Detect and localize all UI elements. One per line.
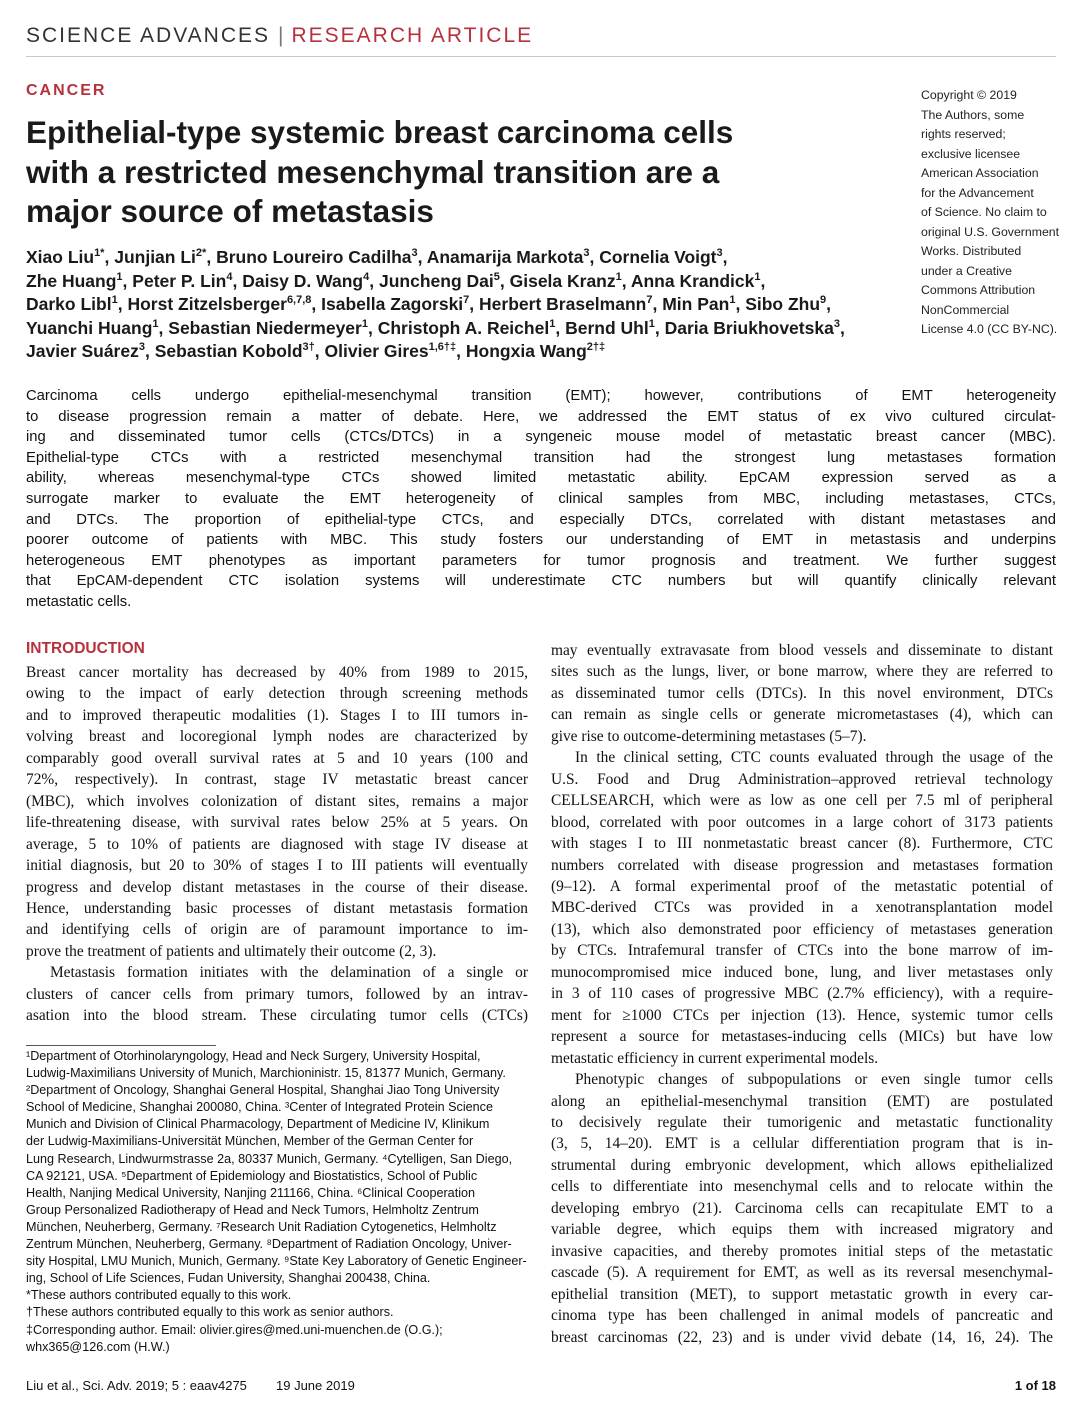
body-line: invasive capacities, and thereby promotes initial steps of the metastatic	[551, 1242, 1053, 1260]
body-line: Phenotypic changes of subpopulations or even single tumor cells	[575, 1071, 1053, 1089]
body-line: Hence, understanding basic processes of distant metastasis formation	[26, 899, 528, 917]
body-line: and to improved therapeutic modalities (1). Stages I to III tumors in-	[26, 706, 528, 724]
author: Anamarija Markota$^3$,	[426, 247, 595, 267]
copyright-line: for the Advancement	[921, 185, 1034, 200]
author: Min Pan$^1$,	[662, 294, 741, 314]
affiliation-line: School of Medicine, Shanghai 200080, China. ³Center of Integrated Protein Science	[26, 1100, 493, 1115]
abstract-line: Epithelial-type CTCs with a restricted mesenchymal transition had the strongest lung metastases formation	[26, 449, 1056, 466]
body-line: 72%, respectively). In contrast, stage IV metastatic breast cancer	[26, 771, 528, 789]
body-line: can remain as single cells or generate micrometastases (4), which can	[551, 706, 1053, 724]
left-column-text	[26, 662, 528, 1027]
body-line: cinoma type has been challenged in animal models of pancreatic and	[551, 1307, 1053, 1325]
author: Sibo Zhu$^9$,	[745, 294, 832, 314]
body-line: cells to differentiate into mesenchymal cells and to relocate within the	[551, 1178, 1053, 1196]
affiliation-line: Group Personalized Radiotherapy of Head and Neck Tumors, Helmholtz Zentrum	[26, 1202, 479, 1217]
author: Xiao Liu$^{1*}$,	[26, 247, 110, 267]
body-line: clusters of cancer cells from primary tumors, followed by an intrav-	[26, 985, 528, 1003]
body-line: variable degree, which equips them with increased migratory and	[551, 1221, 1053, 1239]
body-line: asation into the blood stream. These circulating tumor cells (CTCs)	[26, 1007, 528, 1025]
body-line: with stages I to III nonmetastatic breast cancer (8). Furthermore, CTC	[551, 835, 1053, 853]
header-rule	[26, 56, 1056, 57]
author: Christoph A. Reichel$^1$,	[377, 317, 561, 338]
abstract-line: poorer outcome of patients with MBC. This study fosters our understanding of EMT in metastasis and underpins	[26, 532, 1056, 549]
abstract-line: Carcinoma cells undergo epithelial-mesenchymal transition (EMT); however, contributions of EMT heterogeneity	[26, 388, 1056, 404]
body-line: Metastasis formation initiates with the delamination of a single or	[50, 964, 528, 982]
author: Olivier Gires$^{1,6\dagger\ddagger}$,	[324, 341, 462, 361]
body-line: may eventually extravasate from blood vessels and disseminate to distant	[551, 642, 1053, 659]
author: Sebastian Kobold$^{3\dagger}$,	[154, 341, 320, 361]
affiliation-line: CA 92121, USA. ⁵Department of Epidemiology and Biostatistics, School of Public	[26, 1168, 478, 1183]
author: Daisy D. Wang$^4$,	[242, 270, 375, 291]
affiliation-line: ing, School of Life Sciences, Fudan University, Shanghai 200438, China.	[26, 1271, 431, 1286]
body-line: CELLSEARCH, which were as low as one cell per 7.5 ml of peripheral	[551, 792, 1053, 810]
author: Bruno Loureiro Cadilha$^3$,	[216, 247, 423, 267]
page-number: 1 of 18	[1014, 1378, 1056, 1393]
affiliation-line: Zentrum München, Neuherberg, Germany. ⁸Department of Radiation Oncology, Univer-	[26, 1237, 512, 1252]
copyright-line: under a Creative	[921, 263, 1012, 278]
body-line: developing embryo (21). Carcinoma cells can recapitulate EMT to a	[551, 1199, 1053, 1217]
author: Juncheng Dai$^5$,	[378, 270, 505, 291]
author: Horst Zitzelsberger$^{6,7,8}$,	[127, 294, 317, 314]
section-label: CANCER	[26, 82, 107, 99]
title-line: with a restricted mesenchymal transition are a	[26, 153, 720, 190]
author: Hongxia Wang$^{2\dagger\ddagger}$	[465, 341, 606, 361]
journal-name: SCIENCE ADVANCES	[26, 24, 270, 47]
body-line: breast carcinomas (22, 23) and is under vivid debate (14, 16, 24). The	[551, 1328, 1053, 1346]
author: Anna Krandick$^1$,	[630, 270, 766, 291]
author: Cornelia Voigt$^3$,	[599, 247, 728, 267]
body-line: life-threatening disease, with survival rates below 25% at 5 years. On	[26, 814, 528, 832]
copyright-line: American Association	[921, 166, 1039, 180]
abstract-line: surrogate marker to evaluate the EMT heterogeneity of clinical samples from MBC, including metastases, CTCs,	[26, 490, 1056, 507]
body-line: along an epithelial-mesenchymal transition (EMT) are postulated	[551, 1092, 1053, 1110]
affiliation-line: München, Neuherberg, Germany. ⁷Research Unit Radiation Cytogenetics, Helmholtz	[26, 1219, 497, 1234]
author: Bernd Uhl$^1$,	[565, 317, 660, 338]
right-column-text	[551, 640, 1053, 1348]
affiliation-line: *These authors contributed equally to this work.	[26, 1288, 292, 1303]
body-line: average, 5 to 10% of patients are diagnosed with stage IV disease at	[26, 835, 528, 853]
body-line: numbers correlated with disease progression and metastases formation	[551, 856, 1053, 874]
body-line: (3, 5, 14–20). EMT is a cellular differentiation program that is in-	[551, 1135, 1053, 1153]
article-type: RESEARCH ARTICLE	[291, 24, 534, 47]
body-line: U.S. Food and Drug Administration–approved retrieval technology	[551, 770, 1053, 788]
author: Sebastian Niedermeyer$^1$,	[168, 317, 373, 338]
body-line: (MBC), which involves colonization of distant sites, remains a major	[26, 792, 528, 810]
body-line: owing to the impact of early detection through screening methods	[26, 685, 528, 703]
copyright-line: exclusive licensee	[921, 146, 1021, 161]
abstract-line: to disease progression remain a matter of debate. Here, we addressed the EMT status of ex vivo cultured circulat-	[26, 408, 1056, 425]
body-line: progress and develop distant metastases in the course of their disease.	[26, 878, 528, 896]
body-line: munocompromised mice induced bone, lung, and liver metastases only	[551, 963, 1053, 981]
affiliation-line: sity Hospital, LMU Munich, Munich, Germany. ⁹State Key Laboratory of Genetic Engineer-	[26, 1254, 527, 1269]
affiliation-line: ‡Corresponding author. Email: olivier.gires@med.uni-muenchen.de (O.G.);	[26, 1322, 443, 1337]
title-line: major source of metastasis	[26, 193, 434, 229]
abstract-line: and DTCs. The proportion of epithelial-type CTCs, and especially DTCs, correlated with distant metastases and	[26, 511, 1056, 528]
author: Javier Suárez$^3$,	[26, 341, 150, 361]
author: Gisela Kranz$^1$,	[509, 270, 627, 291]
abstract-line: metastatic cells.	[26, 593, 132, 610]
footer-date: 19 June 2019	[276, 1378, 355, 1393]
body-line: In the clinical setting, CTC counts evaluated through the usage of the	[575, 749, 1053, 767]
affiliation-line: whx365@126.com (H.W.)	[26, 1339, 170, 1354]
author-list	[26, 246, 916, 364]
introduction-heading: INTRODUCTION	[26, 640, 145, 657]
copyright-line: original U.S. Government	[921, 224, 1060, 239]
header-separator: |	[278, 24, 284, 47]
body-line: MBC-derived CTCs was provided in a xenotransplantation model	[551, 899, 1053, 917]
affiliation-line: Health, Nanjing Medical University, Nanjing 211166, China. ⁶Clinical Cooperation	[26, 1185, 475, 1200]
body-line: prove the treatment of patients and ultimately their outcome (2, 3).	[26, 942, 437, 960]
body-line: comparably good overall survival rates at 5 and 10 years (100 and	[26, 749, 528, 767]
copyright-line: rights reserved;	[921, 127, 1006, 141]
body-line: by CTCs. Intrafemural transfer of CTCs into the bone marrow of im-	[551, 942, 1053, 960]
body-line: cascade (5). A requirement for EMT, as well as its reversal mesenchymal-	[551, 1264, 1053, 1282]
footer-citation: Liu et al., Sci. Adv. 2019; 5 : eaav4275	[26, 1378, 247, 1393]
copyright-line: Works. Distributed	[921, 244, 1022, 258]
affiliation-line: Lung Research, Lindwurmstrasse 2a, 80337 Munich, Germany. ⁴Cytelligen, San Diego,	[26, 1151, 513, 1166]
affiliation-line: der Ludwig-Maximilians-Universität München, Member of the German Center for	[26, 1134, 474, 1149]
body-line: ment for ≥1000 CTCs per injection (13). Hence, systemic tumor cells	[551, 1006, 1053, 1024]
author: Yuanchi Huang$^1$,	[26, 317, 164, 338]
body-line: volving breast and locoregional lymph nodes are characterized by	[26, 728, 528, 746]
abstract-line: ability, whereas mesenchymal-type CTCs showed limited metastatic ability. EpCAM expression served as a	[26, 470, 1056, 487]
body-line: epithelial transition (MET), to support metastatic growth in every car-	[551, 1285, 1053, 1303]
body-line: represent a source for metastases-inducing cells (MICs) but have low	[551, 1028, 1053, 1046]
author: Darko Libl$^1$,	[26, 294, 123, 314]
affiliation-line: ¹Department of Otorhinolaryngology, Head and Neck Surgery, University Hospital,	[26, 1049, 481, 1063]
author: Daria Briukhovetska$^3$,	[664, 317, 845, 338]
copyright-line: Copyright © 2019	[921, 88, 1017, 102]
body-line: strumental during embryonic development, which allows epithelialized	[551, 1156, 1053, 1174]
body-line: blood, correlated with poor outcomes in a large cohort of 3173 patients	[551, 813, 1053, 831]
footnote-rule	[26, 1045, 216, 1046]
article-title	[26, 113, 906, 232]
body-line: Breast cancer mortality has decreased by 40% from 1989 to 2015,	[26, 664, 528, 681]
journal-header	[26, 24, 1056, 48]
copyright-notice	[921, 86, 1061, 340]
copyright-line: The Authors, some	[921, 107, 1025, 122]
body-line: metastatic efficiency in current experimental models.	[551, 1049, 879, 1067]
body-line: as disseminated tumor cells (DTCs). In this novel environment, DTCs	[551, 684, 1053, 702]
affiliations-footnote	[26, 1048, 528, 1356]
abstract-line: that EpCAM-dependent CTC isolation systems will underestimate CTC numbers but will quantify clinically relevant	[26, 573, 1056, 590]
title-line: Epithelial-type systemic breast carcinoma cells	[26, 114, 734, 150]
author: Peter P. Lin$^4$,	[132, 270, 238, 291]
affiliation-line: †These authors contributed equally to this work as senior authors.	[26, 1305, 394, 1320]
abstract-line: heterogeneous EMT phenotypes as important parameters for tumor prognosis and treatment. We further suggest	[26, 552, 1056, 569]
abstract	[26, 386, 1056, 613]
copyright-line: License 4.0 (CC BY-NC).	[921, 322, 1058, 336]
body-line: in 3 of 110 cases of progressive MBC (2.7% efficiency), with a require-	[551, 985, 1053, 1003]
author: Herbert Braselmann$^7$,	[479, 294, 658, 314]
abstract-line: ing and disseminated tumor cells (CTCs/DTCs) in a syngeneic mouse model of metastatic breast cancer (MBC).	[26, 429, 1056, 446]
author: Isabella Zagorski$^7$,	[321, 294, 475, 314]
affiliation-line: Ludwig-Maximilians University of Munich, Marchioninistr. 15, 81377 Munich, Germany.	[26, 1066, 506, 1081]
copyright-line: Commons Attribution	[921, 283, 1036, 297]
body-line: (9–12). A formal experimental proof of the metastatic potential of	[551, 877, 1053, 895]
affiliation-line: Munich and Division of Clinical Pharmacology, Department of Medicine IV, Klinikum	[26, 1117, 490, 1132]
author: Zhe Huang$^1$,	[26, 270, 128, 291]
author: Junjian $Li^{2*}$,	[114, 247, 212, 267]
copyright-line: of Science. No claim to	[921, 205, 1047, 219]
body-line: initial diagnosis, but 20 to 30% of stages I to III patients will eventually	[26, 857, 528, 875]
body-line: give rise to outcome-determining metastases (5–7).	[551, 727, 867, 745]
affiliation-line: ²Department of Oncology, Shanghai General Hospital, Shanghai Jiao Tong University	[26, 1083, 500, 1098]
body-line: (13), which also demonstrated poor efficiency of metastases generation	[551, 920, 1053, 938]
body-line: to decisively regulate their tumorigenic and metastatic functionality	[551, 1113, 1053, 1131]
copyright-line: NonCommercial	[921, 302, 1010, 317]
body-line: and identifying cells of origin are of paramount importance to im-	[26, 921, 528, 939]
body-line: sites such as the lungs, liver, or bone marrow, where they are referred to	[551, 663, 1053, 681]
